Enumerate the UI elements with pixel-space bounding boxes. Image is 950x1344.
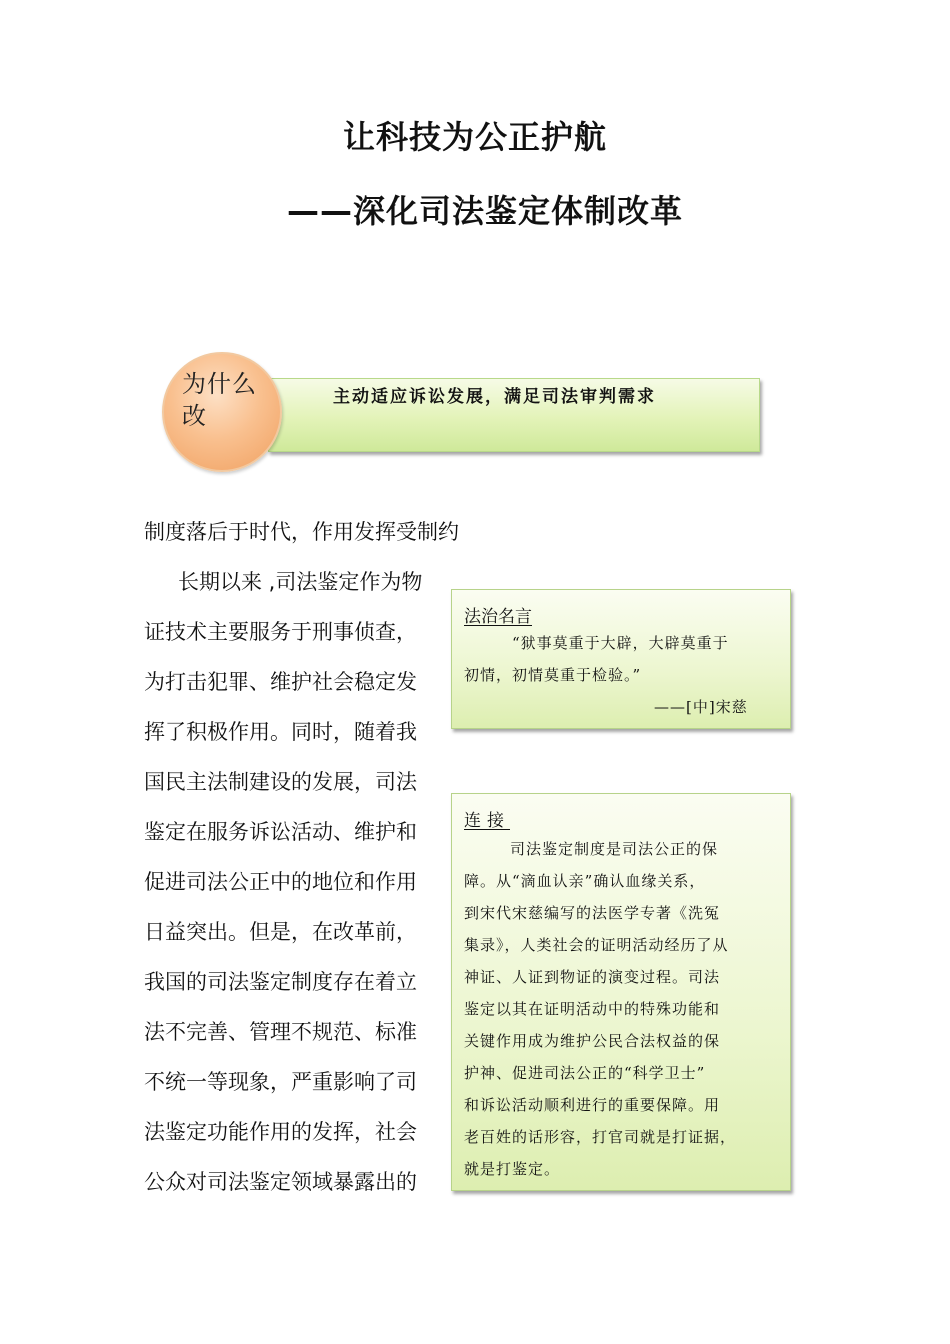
circle-label: 为什么改 bbox=[182, 370, 257, 430]
body-line: 挥了积极作用。同时，随着我 bbox=[144, 720, 417, 744]
quote-box-title: 法治名言 bbox=[464, 607, 532, 627]
link-line: 障。从“滴血认亲”确认血缘关系， bbox=[464, 872, 706, 890]
body-line: 鉴定在服务诉讼活动、维护和 bbox=[144, 820, 417, 844]
why-change-circle bbox=[162, 352, 282, 472]
quote-attribution: ——[中]宋慈 bbox=[654, 698, 748, 716]
page-subtitle: ——深化司法鉴定体制改革 bbox=[286, 192, 683, 230]
body-line: 不统一等现象，严重影响了司 bbox=[144, 1070, 417, 1094]
body-line: 长期以来 ,司法鉴定作为物 bbox=[178, 570, 423, 594]
body-line: 日益突出。但是，在改革前， bbox=[144, 920, 417, 944]
link-line: 到宋代宋慈编写的法医学专著《洗冤 bbox=[464, 904, 721, 922]
link-box-body bbox=[464, 834, 784, 1186]
body-line: 证技术主要服务于刑事侦查， bbox=[144, 620, 417, 644]
body-line: 公众对司法鉴定领域暴露出的 bbox=[144, 1170, 417, 1194]
body-line: 为打击犯罪、维护社会稳定发 bbox=[144, 670, 417, 694]
link-box-title: 连接 bbox=[464, 811, 510, 831]
link-line: 和诉讼活动顺利进行的重要保障。用 bbox=[464, 1096, 721, 1114]
page-title: 让科技为公正护航 bbox=[342, 118, 607, 156]
banner-text: 主动适应诉讼发展，满足司法审判需求 bbox=[333, 387, 656, 407]
body-line: 促进司法公正中的地位和作用 bbox=[144, 870, 417, 894]
link-line: 集录》，人类社会的证明活动经历了从 bbox=[464, 936, 729, 954]
body-line: 国民主法制建设的发展，司法 bbox=[144, 770, 417, 794]
link-line: 司法鉴定制度是司法公正的保 bbox=[510, 840, 719, 858]
link-line: 神证、人证到物证的演变过程。司法 bbox=[464, 968, 721, 986]
body-line: 法不完善、管理不规范、标准 bbox=[144, 1020, 417, 1044]
quote-line: “狱事莫重于大辟，大辟莫重于 bbox=[512, 634, 729, 652]
link-box bbox=[451, 793, 791, 1191]
quote-line: 初情，初情莫重于检验。” bbox=[464, 666, 642, 684]
link-line: 鉴定以其在证明活动中的特殊功能和 bbox=[464, 1000, 721, 1018]
link-line: 老百姓的话形容，打官司就是打证据， bbox=[464, 1128, 737, 1146]
body-line: 法鉴定功能作用的发挥，社会 bbox=[144, 1120, 417, 1144]
reason-banner bbox=[268, 378, 760, 452]
link-line: 护神、促进司法公正的“科学卫士” bbox=[464, 1064, 706, 1082]
link-line: 就是打鉴定。 bbox=[464, 1160, 561, 1178]
link-line: 关键作用成为维护公民合法权益的保 bbox=[464, 1032, 721, 1050]
quote-box bbox=[451, 589, 791, 729]
body-text bbox=[144, 560, 440, 1210]
section-heading: 制度落后于时代，作用发挥受制约 bbox=[144, 520, 459, 544]
body-line: 我国的司法鉴定制度存在着立 bbox=[144, 970, 417, 994]
